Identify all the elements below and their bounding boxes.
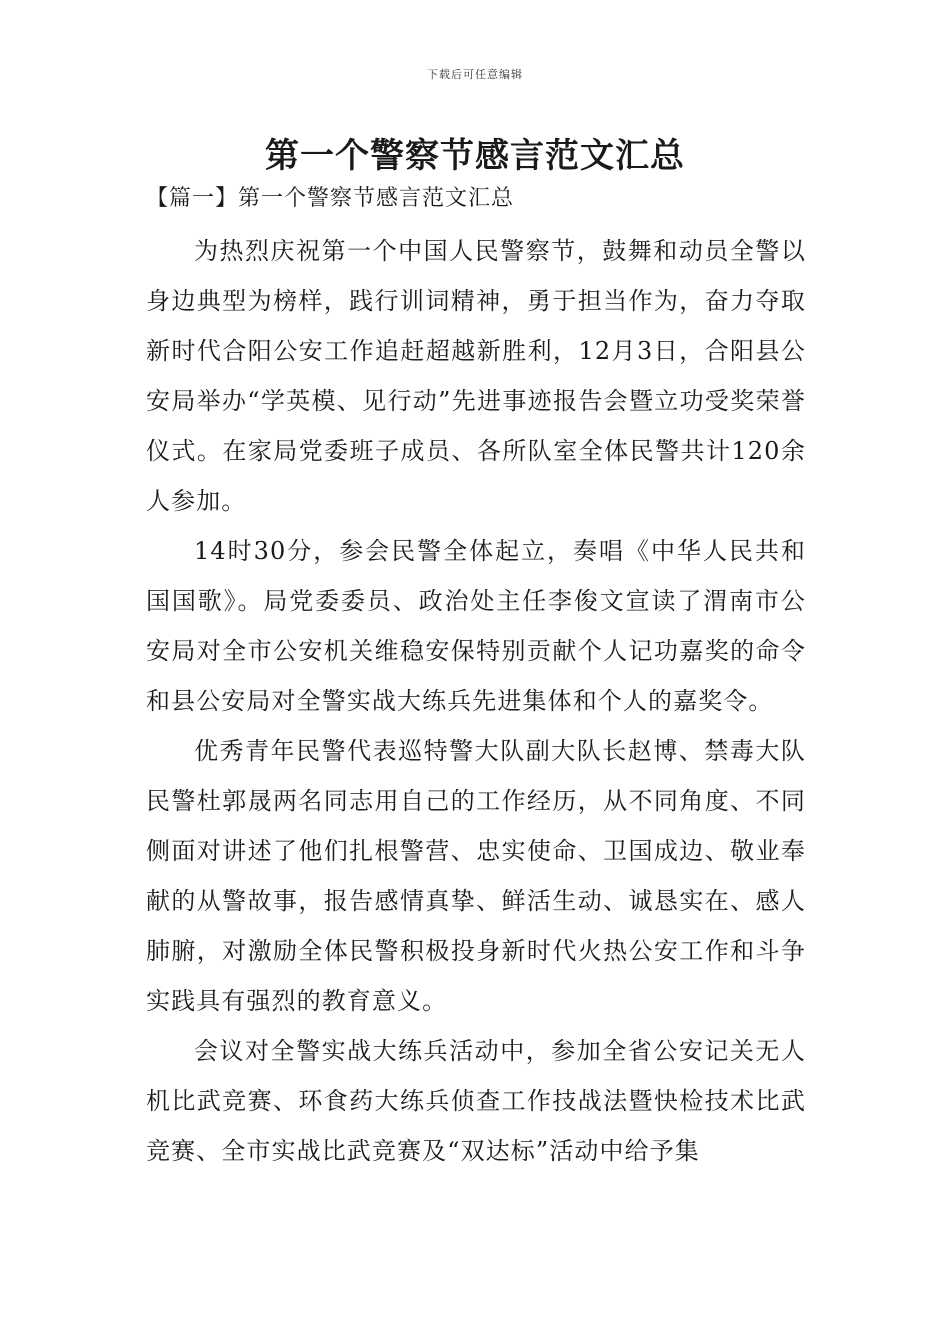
paragraph-2: 14时30分，参会民警全体起立，奏唱《中华人民共和国国歌》。局党委委员、政治处主任李俊文宣读了渭南市公安局对全市公安机关维稳安保特别贡献个人记功嘉奖的命令和县公安局对全警实战大练兵先进集体和个人的嘉奖令。 [146,537,806,715]
document-body [146,226,806,1176]
section-heading: 【篇一】第一个警察节感言范文汇总 [146,186,515,211]
paragraph-4: 会议对全警实战大练兵活动中，参加全省公安记关无人机比武竞赛、环食药大练兵侦查工作技战法暨快检技术比武竞赛、全市实战比武竞赛及“双达标”活动中给予集 [146,1037,806,1165]
document-title: 第一个警察节感言范文汇总 [265,136,685,176]
paragraph-1: 为热烈庆祝第一个中国人民警察节，鼓舞和动员全警以身边典型为榜样，践行训词精神，勇于担当作为，奋力夺取新时代合阳公安工作追赶超越新胜利，12月3日，合阳县公安局举办“学英模、见行动”先进事迹报告会暨立功受奖荣誉仪式。在家局党委班子成员、各所队室全体民警共计120余人参加。 [146,237,806,515]
paragraph-3: 优秀青年民警代表巡特警大队副大队长赵博、禁毒大队民警杜郭晟两名同志用自己的工作经历，从不同角度、不同侧面对讲述了他们扎根警营、忠实使命、卫国成边、敬业奉献的从警故事，报告感情真挚、鲜活生动、诚恳实在、感人肺腑，对激励全体民警积极投身新时代火热公安工作和斗争实践具有强烈的教育意义。 [146,737,806,1015]
header-note: 下载后可任意编辑 [427,68,523,81]
